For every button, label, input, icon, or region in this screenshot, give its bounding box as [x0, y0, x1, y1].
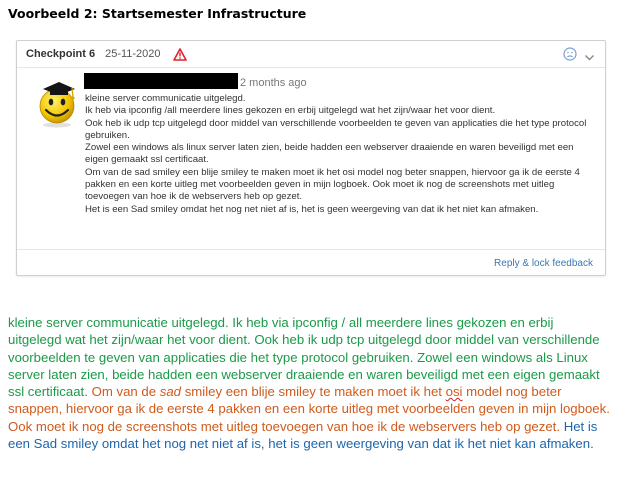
warning-triangle-icon [173, 48, 187, 61]
text-segment-blue: Het is een Sad smiley omdat het nog net niet af is, het is geen weergeving van dat ik het niet kan afmaken. [8, 418, 598, 452]
checkpoint-date: 25-11-2020 [105, 48, 161, 60]
comment-line: Het is een Sad smiley omdat het nog net niet af is, het is geen weergeving van dat ik het niet kan afmaken. [85, 203, 539, 215]
comment-line: Ook heb ik udp tcp uitgelegd door middel van verschillende voorbeelden te geven van applicaties die het type protocol gebruiken. [85, 117, 587, 141]
annotated-feedback-text [8, 314, 610, 452]
orange-part: model nog beter snappen, hiervoor ga ik de eerste 4 pakken en een korte uitleg met voorbeelden geven in mijn logboek. Ook moet ik nog de screenshots met uitleg toevoegen van hoe ik de webservers heb op gezet. [8, 384, 610, 434]
orange-part: smiley een blije smiley te maken moet ik het [184, 384, 442, 400]
spellcheck-underlined-word: osi [445, 384, 463, 400]
feedback-comment [85, 93, 597, 216]
checkpoint-card [16, 40, 606, 276]
header-divider [17, 67, 605, 68]
chevron-down-icon[interactable] [584, 49, 595, 58]
sad-face-icon[interactable] [563, 47, 577, 61]
comment-timestamp: 2 months ago [240, 77, 307, 89]
text-segment-green: kleine server communicatie uitgelegd. Ik heb via ipconfig / all meerdere lines gekozen en erbij uitgelegd wat het zijn/waar het voor dient. Ook heb ik udp tcp uitgelegd door middel van verschillende voorbeelden te geven van applicaties die het type protocol gebruiken. Zowel een windows als Linux server laten zien, beide hadden een webserver draaiende en waren beveiligd met een eigen gemaakt ssl certificaat. [8, 315, 600, 400]
reply-lock-feedback-link[interactable]: Reply & lock feedback [494, 258, 593, 269]
comment-line: Om van de sad smiley een blije smiley te maken moet ik het osi model nog beter snappen, hiervoor ga ik de eerste 4 pakken en een korte uitleg met voorbeelden geven in mijn logboek. Ook moet ik nog de screenshots met uitleg toevoegen van hoe ik de webservers heb op gezet. [85, 166, 580, 203]
footer-divider [17, 249, 605, 250]
comment-line: Zowel een windows als linux server laten zien, beide hadden een webserver draaiende en waren beveiligd met een eigen gemaakt ssl certificaat. [85, 142, 574, 166]
checkpoint-title: Checkpoint 6 [26, 48, 96, 60]
redacted-author-name [84, 73, 238, 89]
checkpoint-header [17, 41, 605, 67]
text-segment-orange [8, 384, 610, 434]
comment-author-row [84, 73, 307, 89]
comment-line: kleine server communicatie uitgelegd. [85, 93, 246, 104]
comment-line: Ik heb via ipconfig /all meerdere lines gekozen en erbij uitgelegd wat het zijn/waar het voor dient. [85, 105, 496, 117]
document-heading: Voorbeeld 2: Startsemester Infrastructure [8, 6, 307, 21]
orange-italic-word: sad [159, 384, 182, 400]
graduate-smiley-avatar [31, 73, 87, 129]
orange-part: Om van de [91, 384, 157, 400]
